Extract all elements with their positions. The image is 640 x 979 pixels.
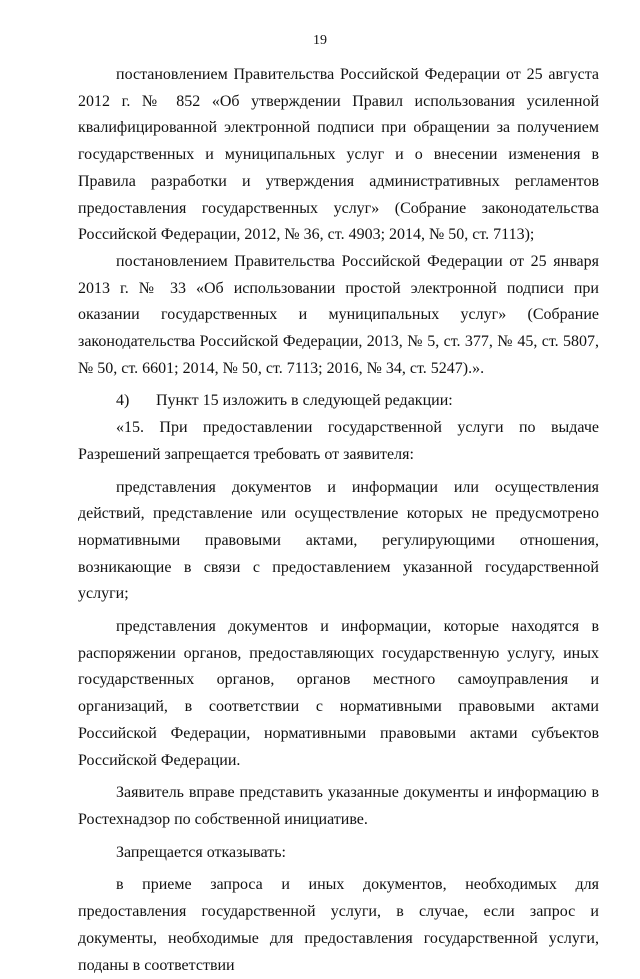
list-item-text: Пункт 15 изложить в следующей редакции: — [156, 392, 453, 410]
paragraph-clause-15: «15. При предоставлении государственной услуги по выдаче Разрешений запрещается требовать от заявителя: — [78, 419, 599, 463]
paragraph-request-acceptance: в приеме запроса и иных документов, необходимых для предоставления государственной услуги, в случае, если запрос и документы, необходимые для предоставления государственной услуги, поданы в соответствии — [78, 876, 599, 974]
list-item-4 — [78, 388, 599, 415]
paragraph-applicant-right: Заявитель вправе представить указанные документы и информацию в Ростехнадзор по собственной инициативе. — [78, 784, 599, 828]
paragraph-refusal-prohibited: Запрещается отказывать: — [116, 843, 286, 861]
list-item-number: 4) — [116, 392, 130, 410]
paragraph-documents-actions: представления документов и информации или осуществления действий, представление или осуществление которых не предусмотрено нормативными правовыми актами, регулирующими отношения, возникающие в связи с предоставлением указанной государственной услуги; — [78, 478, 599, 603]
paragraph-documents-held: представления документов и информации, которые находятся в распоряжении органов, предоставляющих государственную услугу, иных государственных органов, органов местного самоуправления и организаций, в соответствии с нормативными правовыми актами Российской Федерации, нормативными правовыми актами субъектов Российской Федерации. — [78, 618, 599, 769]
document-body — [78, 62, 599, 979]
page-number: 19 — [313, 33, 327, 48]
paragraph-resolution-33: постановлением Правительства Российской Федерации от 25 января 2013 г. № 33 «Об использовании простой электронной подписи при оказании государственных и муниципальных услуг» (Собрание законодательства Российской Федерации, 2013, № 5, ст. 377, № 45, ст. 5807, № 50, ст. 6601; 2014, № 50, ст. 7113; 2016, № 34, ст. 5247).». — [78, 252, 599, 377]
paragraph-resolution-852: постановлением Правительства Российской Федерации от 25 августа 2012 г. № 852 «Об утверждении Правил использования усиленной квалифицированной электронной подписи при обращении за получением государственных и муниципальных услуг и о внесении изменения в Правила разработки и утверждения административных регламентов предоставления государственных услуг» (Собрание законодательства Российской Федерации, 2012, № 36, ст. 4903; 2014, № 50, ст. 7113); — [78, 66, 599, 244]
